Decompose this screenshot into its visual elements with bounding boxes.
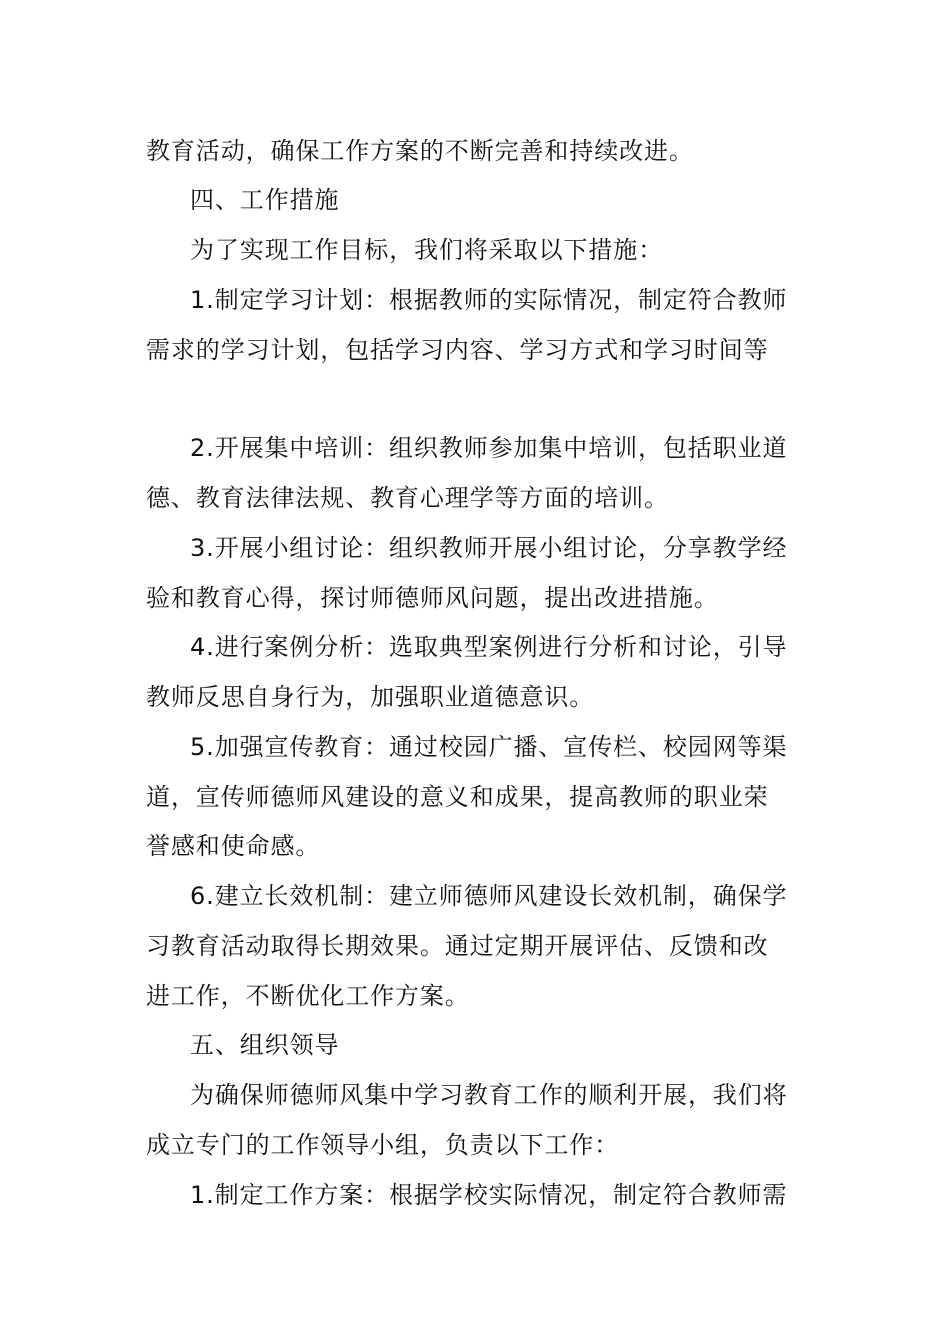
- list-item-6-line-1: 6.建立长效机制：建立师德师风建设长效机制，确保学: [190, 882, 788, 910]
- list-item-2-line-1: 2.开展集中培训：组织教师参加集中培训，包括职业道: [190, 434, 788, 462]
- list-item-2-line-2: 德、教育法律法规、教育心理学等方面的培训。: [146, 484, 669, 512]
- list-item-1-line-1: 1.制定学习计划：根据教师的实际情况，制定符合教师: [190, 286, 788, 314]
- list-item-5-line-1: 5.加强宣传教育：通过校园广播、宣传栏、校园网等渠: [190, 733, 788, 761]
- list-item-6-line-3: 进工作，不断优化工作方案。: [146, 982, 470, 1010]
- text-line-measures-intro: 为了实现工作目标，我们将采取以下措施：: [190, 236, 664, 264]
- leadership-item-1-line-1: 1.制定工作方案：根据学校实际情况，制定符合教师需: [190, 1181, 788, 1209]
- section-heading-measures: 四、工作措施: [190, 186, 340, 214]
- list-item-3-line-1: 3.开展小组讨论：组织教师开展小组讨论，分享教学经: [190, 534, 788, 562]
- list-item-5-line-3: 誉感和使命感。: [146, 832, 321, 860]
- list-item-1-line-2: 需求的学习计划，包括学习内容、学习方式和学习时间等: [146, 336, 769, 364]
- leadership-intro-line-1: 为确保师德师风集中学习教育工作的顺利开展，我们将: [190, 1081, 788, 1109]
- leadership-intro-line-2: 成立专门的工作领导小组，负责以下工作：: [146, 1131, 620, 1159]
- list-item-3-line-2: 验和教育心得，探讨师德师风问题，提出改进措施。: [146, 584, 719, 612]
- list-item-4-line-1: 4.进行案例分析：选取典型案例进行分析和讨论，引导: [190, 633, 788, 661]
- list-item-6-line-2: 习教育活动取得长期效果。通过定期开展评估、反馈和改: [146, 932, 769, 960]
- list-item-5-line-2: 道，宣传师德师风建设的意义和成果，提高教师的职业荣: [146, 783, 769, 811]
- section-heading-leadership: 五、组织领导: [190, 1031, 340, 1059]
- text-line-continuation: 教育活动，确保工作方案的不断完善和持续改进。: [146, 137, 694, 165]
- list-item-4-line-2: 教师反思自身行为，加强职业道德意识。: [146, 683, 595, 711]
